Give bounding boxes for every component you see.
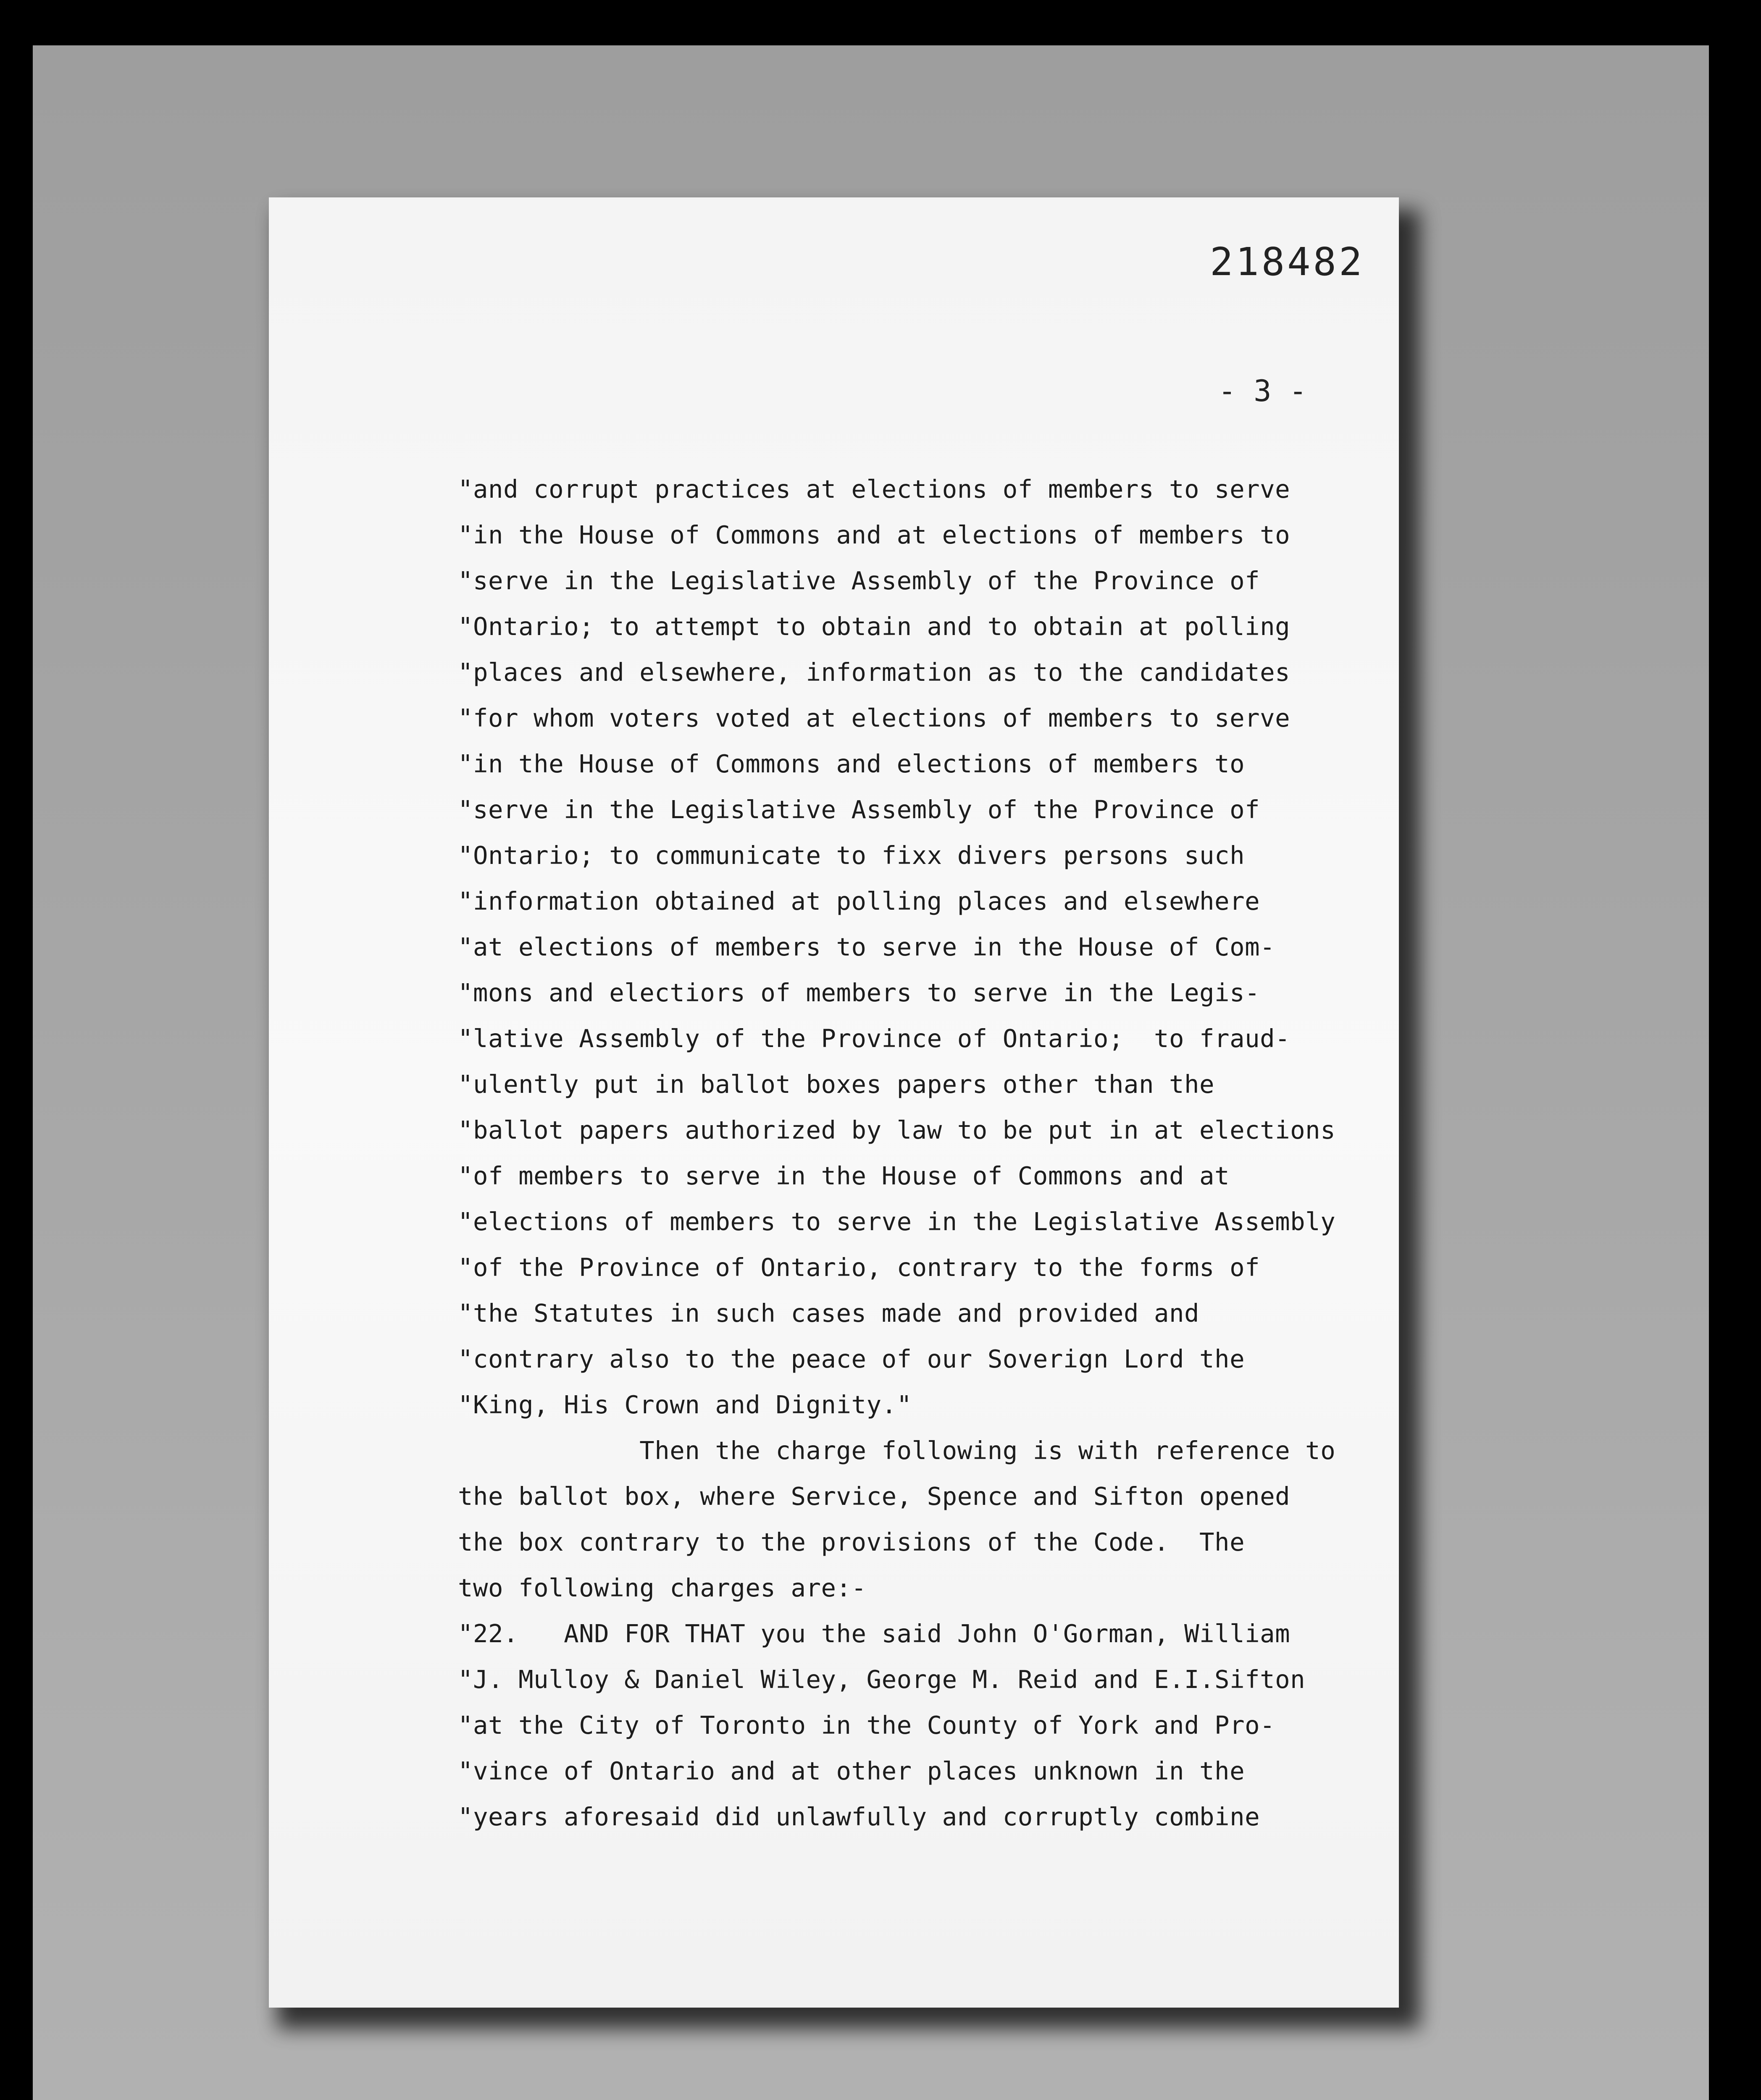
- text-line: Then the charge following is with reference to: [458, 1436, 1336, 1465]
- text-line: "at elections of members to serve in the House of Com-: [458, 932, 1275, 961]
- document-number: 218482: [1210, 239, 1365, 284]
- text-line: "places and elsewhere, information as to the candidates: [458, 658, 1291, 687]
- text-line: "elections of members to serve in the Legislative Assembly: [458, 1207, 1336, 1236]
- text-line: "for whom voters voted at elections of members to serve: [458, 704, 1291, 732]
- text-line: "ulently put in ballot boxes papers other than the: [458, 1070, 1215, 1099]
- text-line: "mons and electiors of members to serve in the Legis-: [458, 978, 1260, 1007]
- text-line: "serve in the Legislative Assembly of the Province of: [458, 566, 1260, 595]
- text-line: "J. Mulloy & Daniel Wiley, George M. Reid and E.I.Sifton: [458, 1665, 1306, 1694]
- text-line: "Ontario; to attempt to obtain and to obtain at polling: [458, 612, 1291, 641]
- text-line: "King, His Crown and Dignity.": [458, 1390, 912, 1419]
- text-line: "22. AND FOR THAT you the said John O'Gorman, William: [458, 1619, 1291, 1648]
- text-line: the ballot box, where Service, Spence and Sifton opened: [458, 1482, 1291, 1511]
- text-line: "contrary also to the peace of our Soverign Lord the: [458, 1344, 1245, 1373]
- page-number: - 3 -: [1218, 374, 1307, 408]
- text-line: "in the House of Commons and elections of members to: [458, 749, 1245, 778]
- text-line: "vince of Ontario and at other places unknown in the: [458, 1756, 1245, 1785]
- text-line: "of members to serve in the House of Commons and at: [458, 1161, 1230, 1190]
- text-line: two following charges are:-: [458, 1573, 867, 1602]
- text-line: "in the House of Commons and at elections of members to: [458, 520, 1291, 549]
- document-body: [458, 466, 1336, 1840]
- text-line: "information obtained at polling places and elsewhere: [458, 887, 1260, 916]
- text-line: "Ontario; to communicate to fixx divers persons such: [458, 841, 1245, 870]
- text-line: the box contrary to the provisions of the Code. The: [458, 1528, 1245, 1557]
- text-line: "and corrupt practices at elections of members to serve: [458, 475, 1291, 504]
- text-line: "years aforesaid did unlawfully and corruptly combine: [458, 1802, 1260, 1831]
- text-line: "the Statutes in such cases made and provided and: [458, 1299, 1200, 1328]
- text-line: "ballot papers authorized by law to be put in at elections: [458, 1116, 1336, 1144]
- text-line: "lative Assembly of the Province of Ontario; to fraud-: [458, 1024, 1291, 1053]
- text-line: "at the City of Toronto in the County of York and Pro-: [458, 1711, 1275, 1740]
- text-line: "serve in the Legislative Assembly of the Province of: [458, 795, 1260, 824]
- text-line: "of the Province of Ontario, contrary to the forms of: [458, 1253, 1260, 1282]
